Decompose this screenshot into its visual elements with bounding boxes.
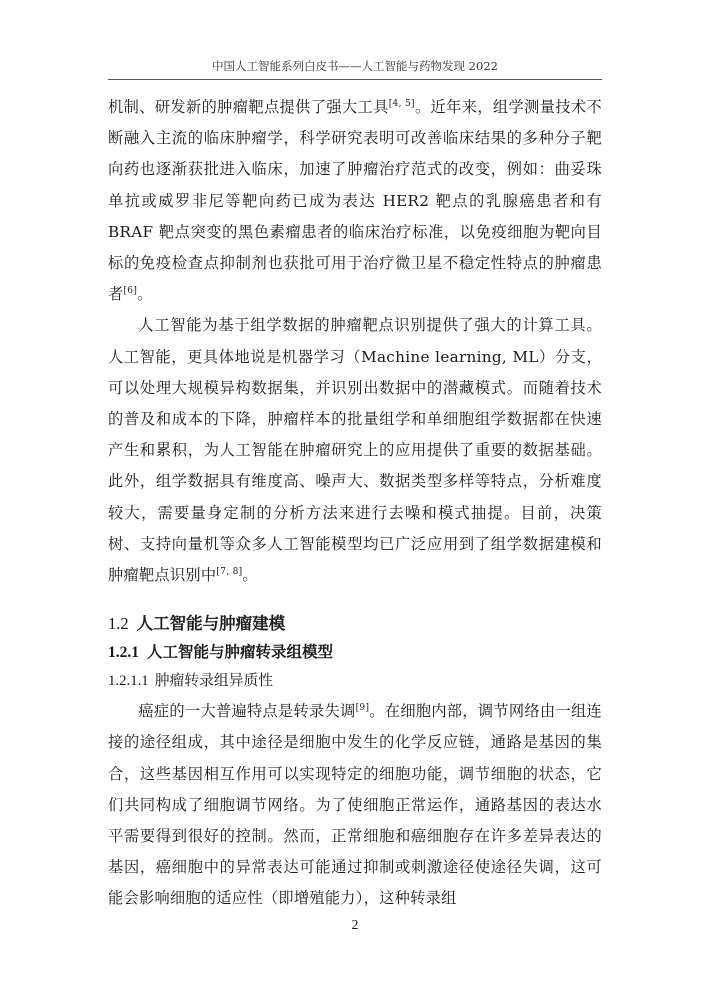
section-title: 人工智能与肿瘤建模 (136, 614, 286, 634)
running-header: 中国人工智能系列白皮书——人工智能与药物发现 2022 (212, 59, 498, 73)
subsection-number: 1.2.1 (108, 644, 139, 662)
paragraph-1-text-cont: 。近年来，组学测量技术不断融入主流的临床肿瘤学，科学研究表明可改善临床结果的多种分子靶向药也逐渐获批进入临床，加速了肿瘤治疗范式的改变，例如：曲妥珠单抗或威罗非尼等靶向药已成为表达 HER2 靶点的乳腺癌患者和有 BRAF 靶点突变的黑色素瘤患者的临床治疗标准，以免疫细胞为靶向目标的免疫检查点抑制剂也获批可用于治疗微卫星不稳定性特点的肿瘤患者 (108, 98, 602, 304)
paragraph-1 (108, 92, 602, 310)
citation: [9] (355, 703, 370, 714)
paragraph-3-text: 癌症的一大普遍特点是转录失调 (138, 702, 356, 721)
page-number: 2 (351, 918, 359, 933)
punctuation: 。 (137, 285, 153, 304)
citation: [7, 8] (216, 566, 243, 577)
paragraph-3-text-cont: 。在细胞内部，调节网络由一组连接的途径组成，其中途径是细胞中发生的化学反应链，通路是基因的集合，这些基因相互作用可以实现特定的细胞功能，调节细胞的状态，它们共同构成了细胞调节网络。为了使细胞正常运作，通路基因的表达水平需要得到很好的控制。然而，正常细胞和癌细胞存在许多差异表达的基因，癌细胞中的异常表达可能通过抑制或刺激途径使途径失调，这可能会影响细胞的适应性（即增殖能力），这种转录组 (108, 702, 602, 908)
subsection-heading (108, 639, 602, 666)
subsubsection-title: 肿瘤转录组异质性 (154, 672, 274, 690)
citation: [6] (123, 286, 138, 297)
paragraph-2-text: 人工智能为基于组学数据的肿瘤靶点识别提供了强大的计算工具。人工智能，更具体地说是机器学习（Machine learning, ML）分支，可以处理大规模异构数据集，并识别出数据中的潜藏模式。而随着技术的普及和成本的下降，肿瘤样本的批量组学和单细胞组学数据都在快速产生和累积，为人工智能在肿瘤研究上的应用提供了重要的数据基础。此外，组学数据具有维度高、噪声大、数据类型多样等特点，分析难度较大，需要量身定制的分析方法来进行去噪和模式抽提。目前，决策树、支持向量机等众多人工智能模型均已广泛应用到了组学数据建模和肿瘤靶点识别中 (108, 316, 602, 585)
section-number: 1.2 (108, 614, 129, 634)
punctuation: 。 (242, 566, 258, 585)
paragraph-2 (108, 310, 602, 591)
citation: [4, 5] (388, 98, 415, 109)
subsubsection-number: 1.2.1.1 (108, 673, 149, 690)
subsection-title: 人工智能与肿瘤转录组模型 (147, 643, 334, 662)
paragraph-1-text: 机制、研发新的肿瘤靶点提供了强大工具 (108, 98, 389, 116)
section-heading (108, 611, 602, 637)
subsubsection-heading (108, 668, 602, 694)
header-rule (108, 79, 602, 80)
paragraph-3 (108, 696, 602, 914)
page-body (108, 92, 602, 915)
